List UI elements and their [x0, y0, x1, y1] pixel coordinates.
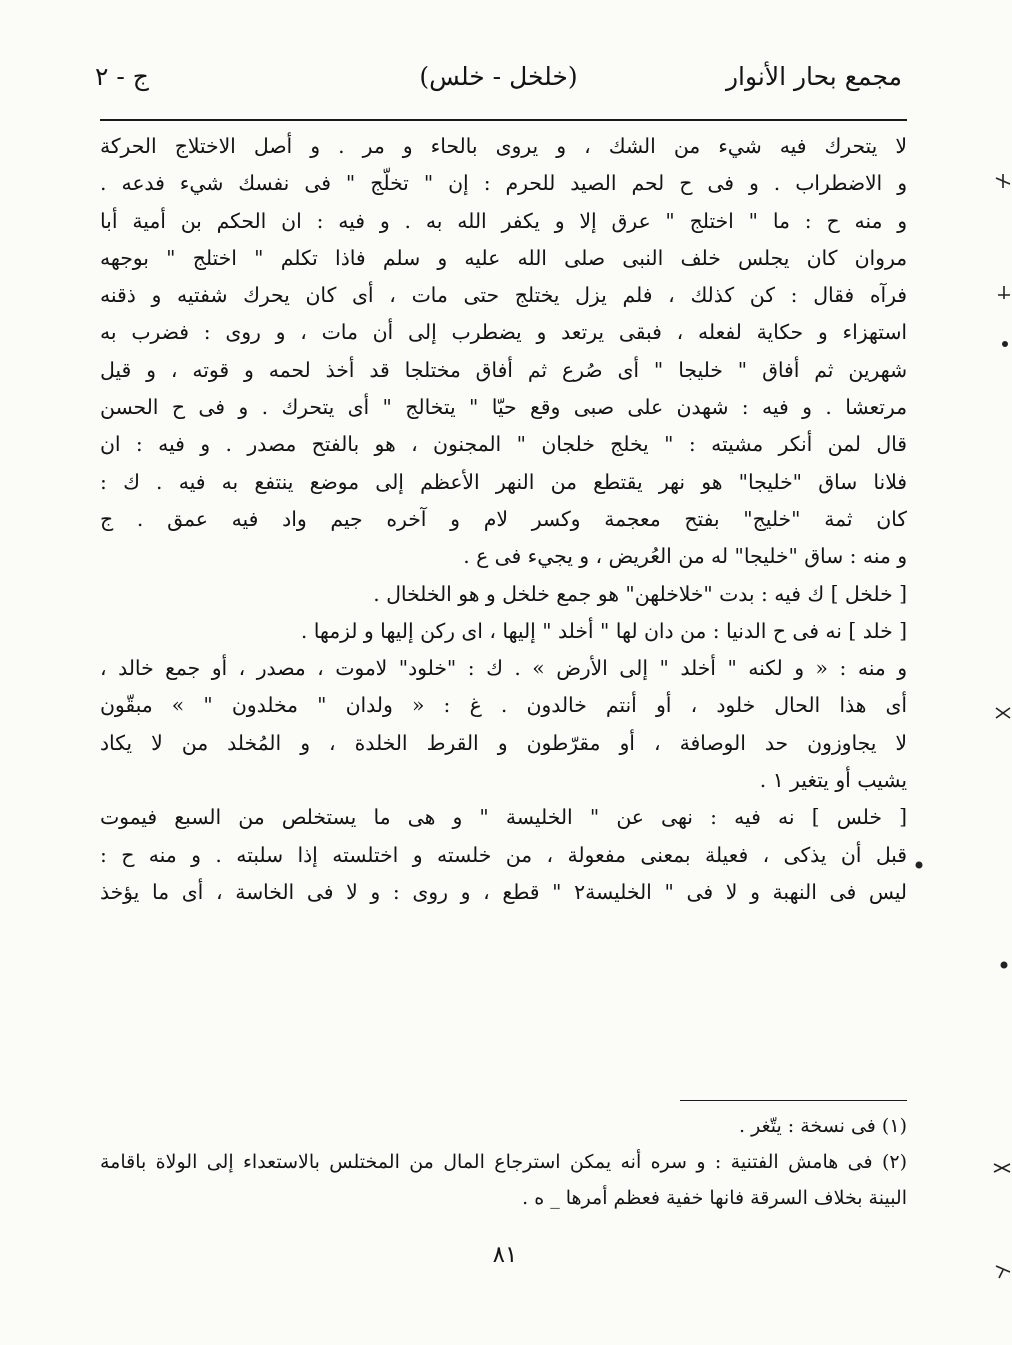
margin-cross-mark — [994, 1260, 1012, 1280]
margin-dot-mark — [998, 958, 1010, 972]
text-line: و الاضطراب . و فى ح لحم الصيد للحرم : إن " تخلّج " فى نفسك شيء فدعه . — [100, 171, 907, 196]
text-line: لا يتحرك فيه شيء من الشك ، و يروى بالحاء و مر . و أصل الاختلاج الحركة — [100, 134, 907, 158]
volume-number: ج - ٢ — [95, 62, 149, 91]
book-title: مجمع بحار الأنوار — [725, 62, 902, 91]
footnotes — [100, 1108, 907, 1216]
text-line: استهزاء و حكاية لفعله ، فبقى يرتعد و يضطرب إلى أن مات ، و روى : فضرب به — [100, 320, 907, 345]
text-line: قبل أن يذكى ، فعيلة بمعنى مفعولة ، من خلسته و اختلسته إذا سلبته . و منه ح : — [100, 842, 907, 867]
text-line: فلانا ساق "خليجا" هو نهر يقتطع من النهر الأعظم إلى موضع ينتفع به فيه . ك : — [100, 469, 907, 494]
text-line: و منه : « و لكنه " أخلد " إلى الأرض » . ك : "خلود" لاموت ، مصدر ، أو جمع خالد ، — [100, 656, 907, 681]
footnote-2: (٢) فى هامش الفتنية : و سره أنه يمكن استرجاع المال من المختلس بالاستعداء إلى الولاة باقامة — [100, 1151, 907, 1173]
text-line: أى هذا الحال خلود ، أو أنتم خالدون . غ : « ولدان " مخلدون " » مبقّون — [100, 693, 907, 718]
footnote-2-continued: البينة بخلاف السرقة فانها خفية فعظم أمرها _ ه . — [522, 1187, 907, 1209]
footnote-rule — [680, 1100, 907, 1101]
text-line: قال لمن أنكر مشيته : " يخلج خلجان " المجنون ، هو بالفتح مصدر . و فيه : ان — [100, 432, 907, 457]
margin-cross-mark — [994, 704, 1012, 722]
text-line: مروان كان يجلس خلف النبى صلى الله عليه و سلم فاذا تكلم " اختلج " بوجهه — [100, 245, 907, 270]
text-line: فرآه فقال : كن كذلك ، فلم يزل يختلج حتى مات ، أى كان يحرك شفتيه و ذقنه — [100, 283, 907, 308]
margin-dot-mark — [1000, 338, 1010, 350]
entry-range: (خلخل - خلس) — [419, 62, 578, 91]
main-text — [100, 128, 907, 911]
text-line: كان ثمة "خليج" بفتح معجمة وكسر لام و آخره جيم واد فيه عمق . ج — [100, 506, 907, 531]
text-line: شهرين ثم أفاق " خليجا " أى صُرع ثم أفاق مختلجا قد أخذ لحمه و قوته ، و قيل — [100, 357, 907, 382]
entry-khalas: [ خلس ] نه فيه : نهى عن " الخليسة " و هى ما يستخلص من السبع فيموت — [100, 805, 907, 830]
margin-cross-mark — [996, 283, 1012, 301]
running-header — [95, 62, 902, 102]
entry-khalkhal: [ خلخل ] ك فيه : بدت "خلاخلهن" هو جمع خلخل و هو الخلخال . — [373, 581, 907, 606]
text-line: مرتعشا . و فيه : شهدن على صبى وقع حيّا " يتخالج " أى يتحرك . و فى ح الحسن — [100, 395, 907, 420]
footnote-1: (١) فى نسخة : يتّغر . — [739, 1115, 907, 1137]
margin-dot-mark — [914, 860, 924, 870]
page-number: ٨١ — [492, 1242, 518, 1268]
text-line: و منه : ساق "خليجا" له من العُريض ، و يجيء فى ع . — [463, 544, 907, 569]
margin-cross-mark — [992, 1158, 1012, 1178]
header-rule — [100, 119, 907, 121]
entry-khalad: [ خلد ] نه فى ح الدنيا : من دان لها " أخلد " إليها ، اى ركن إليها و لزمها . — [300, 618, 907, 643]
text-line: يشيب أو يتغير ١ . — [759, 768, 907, 793]
margin-cross-mark — [994, 172, 1012, 190]
text-line: ليس فى النهبة و لا فى " الخليسة٢ " قطع ، و روى : و لا فى الخاسة ، أى ما يؤخذ — [100, 879, 907, 904]
text-line: و منه ح : ما " اختلج " عرق إلا و يكفر الله به . و فيه : ان الحكم بن أمية أبا — [100, 208, 907, 233]
text-line: لا يجاوزون حد الوصافة ، أو مقرّطون و القرط الخلدة ، و المُخلد من لا يكاد — [100, 730, 907, 755]
